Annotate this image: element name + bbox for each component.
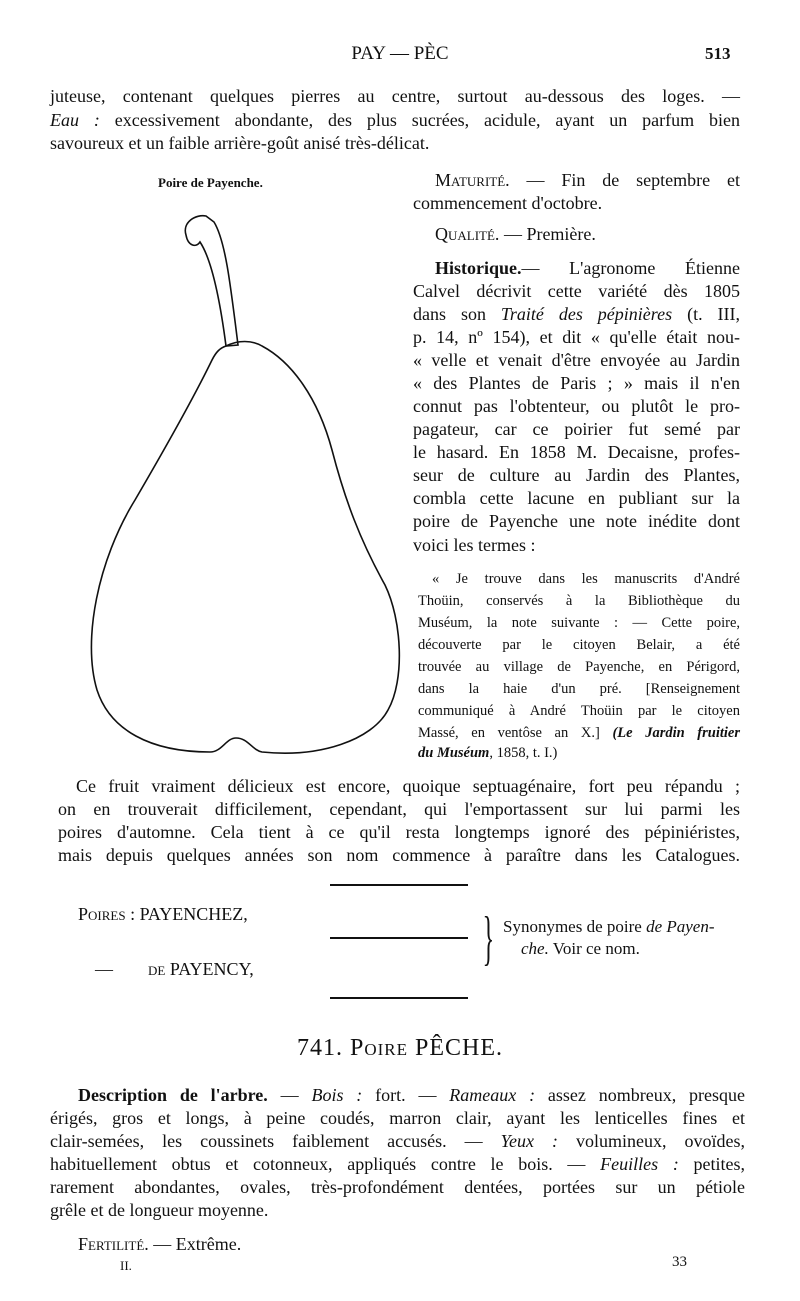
synonym-name: PAYENCY,	[169, 959, 254, 979]
text-line	[50, 1131, 745, 1151]
eau-label: Eau :	[50, 110, 100, 130]
text-line: combla cette lacune en publiant sur la	[413, 488, 740, 508]
text-line	[435, 258, 740, 278]
synonym-1	[78, 904, 248, 924]
synonym-note	[521, 939, 640, 959]
text: petites,	[693, 1154, 746, 1174]
ditto-dash: —	[95, 959, 113, 979]
citation-title: (Le Jardin fruitier	[612, 725, 741, 741]
text: — L'agronome Étienne	[521, 258, 740, 278]
divider	[330, 997, 468, 999]
description-label: Description de l'arbre.	[78, 1085, 268, 1105]
text-line: trouvée au village de Payenche, en Périgord,	[418, 659, 740, 675]
page-number: 513	[705, 44, 731, 63]
qualite-label: Qualité.	[435, 224, 500, 244]
text-line: juteuse, contenant quelques pierres au centre, surtout au-dessous des loges. —	[50, 86, 740, 106]
text: Yeux :	[500, 1131, 558, 1151]
book-title: Traité des pépinières	[500, 304, 673, 324]
divider	[330, 884, 468, 886]
text-line: dans la haie d'un pré. [Renseignement	[418, 681, 740, 697]
text: — Première.	[503, 224, 596, 244]
pear-illustration	[0, 0, 420, 780]
text-line: pagateur, car ce poirier fut semé par	[413, 419, 740, 439]
maturite-label: Maturité.	[435, 170, 510, 190]
text: assez nombreux, presque	[547, 1085, 745, 1105]
synonym-note	[503, 917, 715, 937]
text: habituellement obtus et cotonneux, appliqués contre le bois. —	[50, 1154, 586, 1174]
text-line	[50, 1154, 745, 1174]
text-line: découverte par le citoyen Belair, a été	[418, 637, 740, 653]
figure-caption: Poire de Payenche.	[158, 175, 263, 190]
text: fort. —	[375, 1085, 437, 1105]
text-line: savoureux et un faible arrière-goût anisé très-délicat.	[50, 133, 430, 153]
text: clair-semées, les coussinets faiblement accusés. —	[50, 1131, 483, 1151]
text: Bois :	[311, 1085, 363, 1105]
text: — Fin de septembre et	[526, 170, 740, 190]
entry-heading	[0, 1034, 800, 1062]
text-line: connut pas l'obtenteur, ou plutôt le pro-	[413, 396, 740, 416]
text-line: Description de l'arbre. — Bois : fort. — Rameaux : assez nombreux, presque	[78, 1085, 745, 1105]
fertilite-line	[78, 1234, 241, 1254]
header-title: PAY — PÈC	[351, 43, 449, 64]
text: volumineux, ovoïdes,	[575, 1131, 745, 1151]
text-line: communiqué à André Thoüin par le citoyen	[418, 703, 740, 719]
poires-label: Poires :	[78, 904, 136, 924]
text-line: seur de culture au Jardin des Plantes,	[413, 465, 740, 485]
text-line: Ce fruit vraiment délicieux est encore, quoique septuagénaire, fort peu répandu ;	[76, 776, 740, 796]
text-line	[418, 723, 740, 743]
text-line: p. 14, nº 154), et dit « qu'elle était nou-	[413, 327, 740, 347]
text-line: commencement d'octobre.	[413, 193, 603, 213]
volume-mark: II.	[120, 1258, 132, 1273]
text: (t. III,	[687, 304, 741, 324]
text: Rameaux :	[449, 1085, 536, 1105]
text-line: grêle et de longueur moyenne.	[50, 1200, 269, 1220]
text-line: rarement abondantes, ovales, très-profondément dentées, portées sur un pétiole	[50, 1177, 745, 1197]
entry-name: PÊCHE.	[415, 1035, 504, 1061]
text: Feuilles :	[600, 1154, 679, 1174]
text: Synonymes de poire	[503, 917, 642, 936]
text: excessivement abondante, des plus sucrées, acidule, ayant un parfum bien	[114, 110, 740, 130]
text-line: voici les termes :	[413, 535, 536, 555]
text-line: le hasard. En 1858 M. Decaisne, profes-	[413, 442, 740, 462]
text-line: érigés, gros et longs, à peine coudés, marron clair, ayant les lenticelles fines et	[50, 1108, 745, 1128]
brace: }	[482, 905, 495, 971]
historique-label: Historique.	[435, 258, 522, 278]
text-line: « Je trouve dans les manuscrits d'André	[432, 571, 740, 587]
text-line: Calvel décrivit cette variété dès 1805	[413, 281, 740, 301]
text-line: « des Plantes de Paris ; » mais il n'en	[413, 373, 740, 393]
pear-body	[91, 342, 399, 754]
text: che.	[521, 939, 549, 958]
text-line: on en trouverait difficilement, cependant, qui l'emportassent sur lui parmi les	[58, 799, 740, 819]
text-line: poires d'automne. Cela tient à ce qu'il resta longtemps ignoré des pépiniéristes,	[58, 822, 740, 842]
synonym-2	[148, 959, 254, 979]
signature-mark: 33	[672, 1254, 687, 1270]
divider	[330, 937, 468, 939]
text: Voir ce nom.	[552, 939, 640, 958]
text-line: mais depuis quelques années son nom commence à paraître dans les Catalogues.	[58, 845, 740, 865]
synonym-name: PAYENCHEZ,	[139, 904, 248, 924]
text: — Extrême.	[153, 1234, 242, 1254]
text-line	[418, 743, 557, 763]
text-line: « velle et venait d'être envoyée au Jardin	[413, 350, 740, 370]
entry-number: 741.	[296, 1035, 343, 1061]
fertilite-label: Fertilité.	[78, 1234, 149, 1254]
text-line: poire de Payenche une note inédite dont	[413, 511, 740, 531]
text: dans son	[413, 304, 486, 324]
text-line	[435, 170, 740, 190]
text: Massé, en ventôse an X.]	[418, 725, 600, 741]
pear-stem	[185, 216, 238, 346]
citation-title: du Muséum	[418, 745, 490, 761]
text-line	[435, 224, 596, 244]
text: de Payen-	[646, 917, 715, 936]
de-label: de	[148, 959, 166, 979]
text-line	[413, 304, 740, 324]
text: Poire	[349, 1035, 408, 1061]
text-line: Thoüin, conservés à la Bibliothèque du	[418, 593, 740, 609]
text: , 1858, t. I.)	[489, 745, 558, 761]
text-line: Muséum, la note suivante : — Cette poire,	[418, 615, 740, 631]
